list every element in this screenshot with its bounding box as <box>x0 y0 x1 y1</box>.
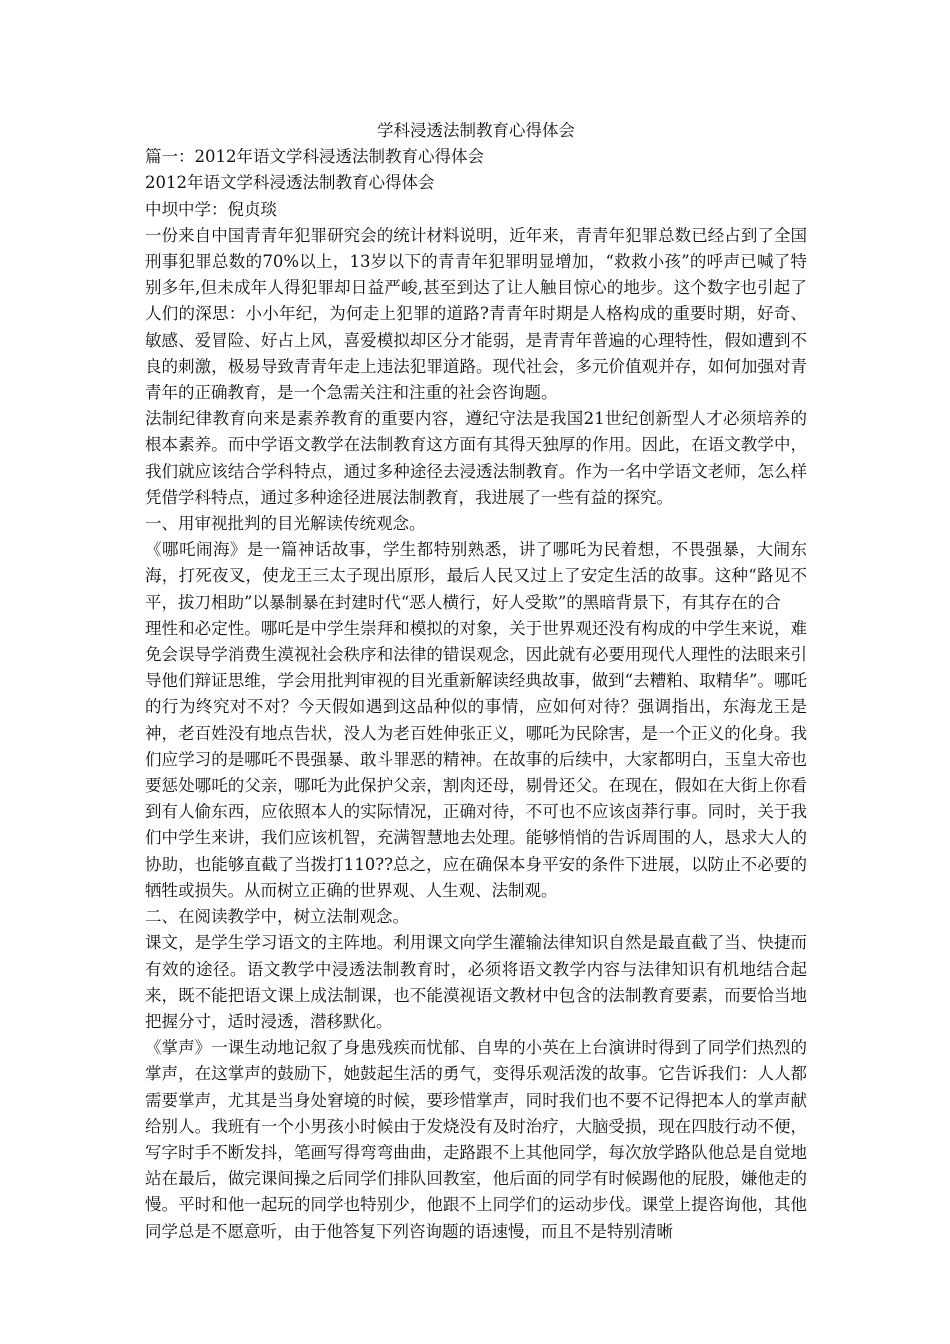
paragraph-4: 理性和必定性。哪吒是中学生崇拜和模拟的对象，关于世界观还没有构成的中学生来说，难免会误导学消费生漠视社会秩序和法律的错误观念，因此就有必要用现代人理性的法眼来引导他们辩证思维，学会用批判审视的目光重新解读经典故事，做到“去糟粕、取精华”。哪吒的行为终究对不对？今天假如遇到这品种似的事情，应如何对待？强调指出，东海龙王是神，老百姓没有地点告状，没人为老百姓伸张正义，哪吒为民除害，是一个正义的化身。我们应学习的是哪吒不畏强暴、敢斗罪恶的精神。在故事的后续中，大家都明白，玉皇大帝也要惩处哪吒的父亲，哪吒为此保护父亲，割肉还母，剔骨还父。在现在，假如在大街上你看到有人偷东西，应依照本人的实际情况，正确对待，不可也不应该卤莽行事。同时，关于我们中学生来讲，我们应该机智，充满智慧地去处理。能够悄悄的告诉周围的人，恳求大人的协助，也能够直截了当拨打110??总之，应在确保本身平安的条件下进展，以防止不必要的牺牲或损失。从而树立正确的世界观、人生观、法制观。 <box>145 618 807 900</box>
document-page <box>145 118 807 1245</box>
section-heading: 篇一：2012年语文学科浸透法制教育心得体会 <box>145 147 484 167</box>
paragraph-2: 法制纪律教育向来是素养教育的重要内容，遵纪守法是我国21世纪创新型人才必须培养的根本素养。而中学语文教学在法制教育这方面有其得天独厚的作用。因此，在语文教学中，我们就应该结合学科特点，通过多种途径去浸透法制教育。作为一名中学语文老师，怎么样凭借学科特点，通过多种途径进展法制教育，我进展了一些有益的探究。 <box>145 409 807 507</box>
paragraph-3: 《哪吒闹海》是一篇神话故事，学生都特别熟悉，讲了哪吒为民着想，不畏强暴，大闹东海，打死夜叉，使龙王三太子现出原形，最后人民又过上了安定生活的故事。这种“路见不平，拔刀相助”以暴制暴在封建时代“恶人横行，好人受欺”的黑暗背景下，有其存在的合 <box>145 540 807 612</box>
article-title: 2012年语文学科浸透法制教育心得体会 <box>145 173 435 193</box>
subheading-2: 二、在阅读教学中，树立法制观念。 <box>145 907 409 927</box>
paragraph-5: 课文，是学生学习语文的主阵地。利用课文向学生灌输法律知识自然是最直截了当、快捷而有效的途径。语文教学中浸透法制教育时，必须将语文教学内容与法律知识有机地结合起来，既不能把语文课上成法制课，也不能漠视语文教材中包含的法制教育要素，而要恰当地把握分寸，适时浸透，潜移默化。 <box>145 933 807 1031</box>
author-line: 中坝中学：倪贞琰 <box>145 199 277 219</box>
subheading-1: 一、用审视批判的目光解读传统观念。 <box>145 514 426 534</box>
paragraph-1: 一份来自中国青青年犯罪研究会的统计材料说明，近年来，青青年犯罪总数已经占到了全国刑事犯罪总数的70%以上，13岁以下的青青年犯罪明显增加，“救救小孩”的呼声已喊了特别多年,但未成年人得犯罪却日益严峻,甚至到达了让人触目惊心的地步。这个数字也引起了人们的深思：小小年纪，为何走上犯罪的道路?青青年时期是人格构成的重要时期，好奇、敏感、爱冒险、好占上风，喜爱模拟却区分才能弱，是青青年普遍的心理特性，假如遭到不良的刺激，极易导致青青年走上违法犯罪道路。现代社会，多元价值观并存，如何加强对青青年的正确教育，是一个急需关注和注重的社会咨询题。 <box>145 225 807 403</box>
document-title: 学科浸透法制教育心得体会 <box>377 121 575 140</box>
paragraph-6: 《掌声》一课生动地记叙了身患残疾而忧郁、自卑的小英在上台演讲时得到了同学们热烈的掌声，在这掌声的鼓励下，她鼓起生活的勇气，变得乐观活泼的故事。它告诉我们：人人都需要掌声，尤其是当身处窘境的时候，要珍惜掌声，同时我们也不要不记得把本人的掌声献给别人。我班有一个小男孩小时候由于发烧没有及时治疗，大脑受损，现在四肢行动不便，写字时手不断发抖，笔画写得弯弯曲曲，走路跟不上其他同学，每次放学路队他总是自觉地站在最后，做完课间操之后同学们排队回教室，他后面的同学有时候踢他的屁股，嫌他走的慢。平时和他一起玩的同学也特别少，他跟不上同学们的运动步伐。课堂上提咨询他，其他同学总是不愿意听，由于他答复下列咨询题的语速慢，而且不是特别清晰 <box>145 1038 807 1241</box>
